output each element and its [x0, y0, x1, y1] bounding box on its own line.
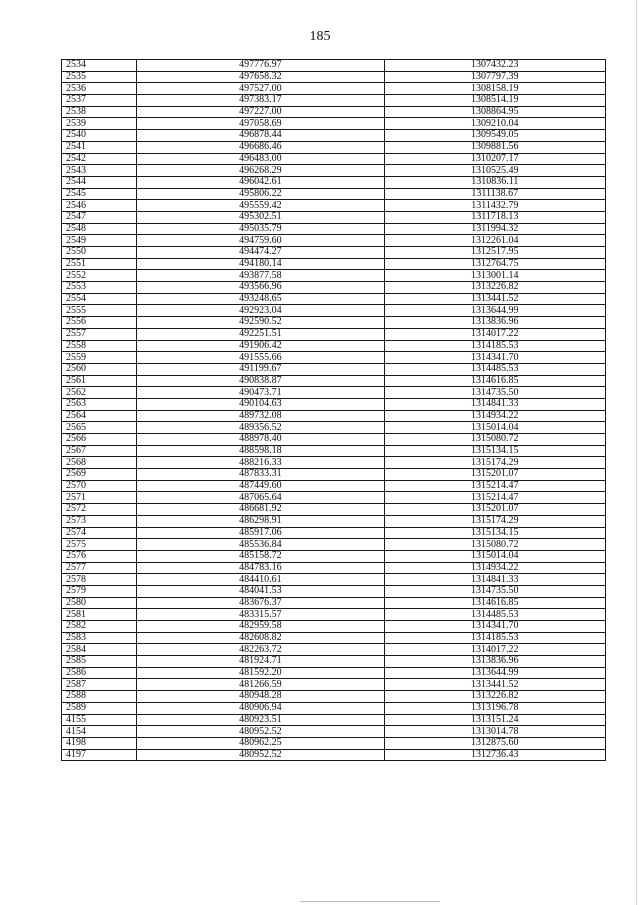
coordinate-x-cell: 487065.64: [137, 492, 384, 504]
scan-edge-line: [636, 0, 637, 905]
coordinate-y-cell: 1308514.19: [384, 95, 605, 107]
coordinate-x-cell: 496268.29: [137, 165, 384, 177]
coordinate-y-cell: 1313836.96: [384, 317, 605, 329]
coordinate-x-cell: 490473.71: [137, 387, 384, 399]
point-number-cell: 2566: [62, 434, 137, 446]
table-row: [62, 258, 606, 270]
coordinates-table: [61, 59, 606, 761]
coordinate-x-cell: 496878.44: [137, 130, 384, 142]
coordinate-y-cell: 1315014.04: [384, 422, 605, 434]
point-number-cell: 2540: [62, 130, 137, 142]
coordinate-y-cell: 1314341.70: [384, 352, 605, 364]
point-number-cell: 4197: [62, 749, 137, 761]
coordinate-y-cell: 1314485.53: [384, 609, 605, 621]
coordinate-y-cell: 1314735.50: [384, 585, 605, 597]
coordinate-y-cell: 1315134.15: [384, 445, 605, 457]
table-row: [62, 363, 606, 375]
table-row: [62, 352, 606, 364]
coordinate-y-cell: 1315214.47: [384, 480, 605, 492]
coordinate-y-cell: 1308864.95: [384, 106, 605, 118]
table-row: [62, 457, 606, 469]
coordinate-x-cell: 484410.61: [137, 574, 384, 586]
table-row: [62, 714, 606, 726]
table-row: [62, 60, 606, 72]
point-number-cell: 2576: [62, 550, 137, 562]
coordinate-y-cell: 1311718.13: [384, 211, 605, 223]
point-number-cell: 2534: [62, 60, 137, 72]
table-row: [62, 702, 606, 714]
coordinate-y-cell: 1314616.85: [384, 597, 605, 609]
coordinate-y-cell: 1313001.14: [384, 270, 605, 282]
table-row: [62, 585, 606, 597]
coordinate-y-cell: 1315214.47: [384, 492, 605, 504]
coordinate-y-cell: 1309881.56: [384, 141, 605, 153]
coordinate-x-cell: 496042.61: [137, 176, 384, 188]
point-number-cell: 2560: [62, 363, 137, 375]
coordinate-x-cell: 497776.97: [137, 60, 384, 72]
coordinate-x-cell: 480962.25: [137, 737, 384, 749]
coordinate-y-cell: 1312736.43: [384, 749, 605, 761]
point-number-cell: 2561: [62, 375, 137, 387]
coordinate-x-cell: 483315.57: [137, 609, 384, 621]
coordinate-y-cell: 1315201.07: [384, 469, 605, 481]
coordinate-y-cell: 1313644.99: [384, 667, 605, 679]
coordinate-y-cell: 1315134.15: [384, 527, 605, 539]
coordinate-y-cell: 1314341.70: [384, 621, 605, 633]
coordinate-y-cell: 1314017.22: [384, 644, 605, 656]
point-number-cell: 4198: [62, 737, 137, 749]
point-number-cell: 2555: [62, 305, 137, 317]
point-number-cell: 2570: [62, 480, 137, 492]
coordinate-y-cell: 1315174.29: [384, 457, 605, 469]
coordinate-y-cell: 1314934.22: [384, 410, 605, 422]
point-number-cell: 2549: [62, 235, 137, 247]
table-row: [62, 317, 606, 329]
point-number-cell: 2538: [62, 106, 137, 118]
coordinate-y-cell: 1314934.22: [384, 562, 605, 574]
coordinate-y-cell: 1315080.72: [384, 434, 605, 446]
coordinate-y-cell: 1311432.79: [384, 200, 605, 212]
point-number-cell: 2535: [62, 71, 137, 83]
coordinate-x-cell: 481924.71: [137, 656, 384, 668]
table-row: [62, 95, 606, 107]
point-number-cell: 2568: [62, 457, 137, 469]
coordinate-y-cell: 1310525.49: [384, 165, 605, 177]
coordinate-y-cell: 1313226.82: [384, 282, 605, 294]
coordinate-y-cell: 1315014.04: [384, 550, 605, 562]
coordinate-y-cell: 1314616.85: [384, 375, 605, 387]
coordinate-x-cell: 495035.79: [137, 223, 384, 235]
coordinate-x-cell: 488216.33: [137, 457, 384, 469]
coordinate-x-cell: 491555.66: [137, 352, 384, 364]
point-number-cell: 2546: [62, 200, 137, 212]
point-number-cell: 2547: [62, 211, 137, 223]
point-number-cell: 2548: [62, 223, 137, 235]
coordinate-y-cell: 1314017.22: [384, 328, 605, 340]
coordinate-x-cell: 497527.00: [137, 83, 384, 95]
point-number-cell: 2584: [62, 644, 137, 656]
point-number-cell: 2569: [62, 469, 137, 481]
coordinate-y-cell: 1313226.82: [384, 691, 605, 703]
coordinate-x-cell: 485536.84: [137, 539, 384, 551]
coordinate-x-cell: 484783.16: [137, 562, 384, 574]
point-number-cell: 2556: [62, 317, 137, 329]
point-number-cell: 2587: [62, 679, 137, 691]
coordinate-x-cell: 496483.00: [137, 153, 384, 165]
point-number-cell: 2542: [62, 153, 137, 165]
table-row: [62, 515, 606, 527]
table-row: [62, 609, 606, 621]
coordinate-x-cell: 490104.63: [137, 398, 384, 410]
coordinate-x-cell: 487833.31: [137, 469, 384, 481]
table-row: [62, 574, 606, 586]
coordinate-x-cell: 497383.17: [137, 95, 384, 107]
coordinate-y-cell: 1307797.39: [384, 71, 605, 83]
coordinate-x-cell: 480948.28: [137, 691, 384, 703]
coordinate-x-cell: 487449.60: [137, 480, 384, 492]
coordinate-y-cell: 1313836.96: [384, 656, 605, 668]
table-row: [62, 597, 606, 609]
coordinate-x-cell: 488598.18: [137, 445, 384, 457]
coordinate-x-cell: 493566.96: [137, 282, 384, 294]
point-number-cell: 2554: [62, 293, 137, 305]
coordinate-y-cell: 1312764.75: [384, 258, 605, 270]
point-number-cell: 2578: [62, 574, 137, 586]
point-number-cell: 2565: [62, 422, 137, 434]
coordinate-y-cell: 1313441.52: [384, 679, 605, 691]
point-number-cell: 2583: [62, 632, 137, 644]
table-row: [62, 726, 606, 738]
table-row: [62, 632, 606, 644]
coordinate-y-cell: 1307432.23: [384, 60, 605, 72]
table-row: [62, 83, 606, 95]
scan-bottom-mark: [300, 901, 440, 902]
coordinate-x-cell: 485917.06: [137, 527, 384, 539]
coordinate-y-cell: 1313441.52: [384, 293, 605, 305]
coordinate-x-cell: 494474.27: [137, 247, 384, 259]
coordinate-x-cell: 489732.08: [137, 410, 384, 422]
table-row: [62, 223, 606, 235]
point-number-cell: 2550: [62, 247, 137, 259]
table-row: [62, 656, 606, 668]
table-row: [62, 247, 606, 259]
table-row: [62, 679, 606, 691]
coordinate-x-cell: 492251.51: [137, 328, 384, 340]
point-number-cell: 2588: [62, 691, 137, 703]
point-number-cell: 2536: [62, 83, 137, 95]
coordinate-x-cell: 491199.67: [137, 363, 384, 375]
point-number-cell: 2573: [62, 515, 137, 527]
coordinate-x-cell: 494180.14: [137, 258, 384, 270]
coordinate-x-cell: 497058.69: [137, 118, 384, 130]
table-row: [62, 539, 606, 551]
point-number-cell: 2589: [62, 702, 137, 714]
coordinate-x-cell: 490838.87: [137, 375, 384, 387]
point-number-cell: 2557: [62, 328, 137, 340]
coordinate-y-cell: 1312517.95: [384, 247, 605, 259]
coordinate-x-cell: 480952.52: [137, 749, 384, 761]
point-number-cell: 2537: [62, 95, 137, 107]
point-number-cell: 2581: [62, 609, 137, 621]
coordinate-x-cell: 481592.20: [137, 667, 384, 679]
coordinate-y-cell: 1310207.17: [384, 153, 605, 165]
coordinate-x-cell: 489356.52: [137, 422, 384, 434]
coordinate-y-cell: 1308158.19: [384, 83, 605, 95]
point-number-cell: 2579: [62, 585, 137, 597]
table-row: [62, 527, 606, 539]
coordinate-x-cell: 486298.91: [137, 515, 384, 527]
coordinate-x-cell: 494759.60: [137, 235, 384, 247]
coordinate-y-cell: 1314485.53: [384, 363, 605, 375]
coordinate-x-cell: 492923.04: [137, 305, 384, 317]
point-number-cell: 2558: [62, 340, 137, 352]
point-number-cell: 2577: [62, 562, 137, 574]
coordinate-x-cell: 482608.82: [137, 632, 384, 644]
point-number-cell: 2572: [62, 504, 137, 516]
table-row: [62, 469, 606, 481]
coordinate-y-cell: 1311994.32: [384, 223, 605, 235]
point-number-cell: 2544: [62, 176, 137, 188]
point-number-cell: 2585: [62, 656, 137, 668]
coordinate-x-cell: 493877.58: [137, 270, 384, 282]
coordinate-y-cell: 1314185.53: [384, 340, 605, 352]
table-row: [62, 71, 606, 83]
point-number-cell: 4155: [62, 714, 137, 726]
point-number-cell: 2552: [62, 270, 137, 282]
table-row: [62, 621, 606, 633]
point-number-cell: 2559: [62, 352, 137, 364]
coordinate-x-cell: 492590.52: [137, 317, 384, 329]
coordinate-x-cell: 480906.94: [137, 702, 384, 714]
coordinate-x-cell: 495559.42: [137, 200, 384, 212]
coordinate-y-cell: 1314841.33: [384, 574, 605, 586]
coordinate-x-cell: 497227.00: [137, 106, 384, 118]
coordinate-y-cell: 1309549.05: [384, 130, 605, 142]
point-number-cell: 2543: [62, 165, 137, 177]
coordinate-x-cell: 481266.59: [137, 679, 384, 691]
coordinate-y-cell: 1312875.60: [384, 737, 605, 749]
table-row: [62, 176, 606, 188]
table-row: [62, 165, 606, 177]
table-row: [62, 504, 606, 516]
table-row: [62, 691, 606, 703]
table-row: [62, 130, 606, 142]
table-row: [62, 434, 606, 446]
table-row: [62, 282, 606, 294]
table-row: [62, 749, 606, 761]
point-number-cell: 2553: [62, 282, 137, 294]
point-number-cell: 2562: [62, 387, 137, 399]
coordinate-y-cell: 1313014.78: [384, 726, 605, 738]
page-number: 185: [309, 29, 331, 44]
table-row: [62, 480, 606, 492]
coordinate-y-cell: 1312261.04: [384, 235, 605, 247]
table-row: [62, 398, 606, 410]
point-number-cell: 2567: [62, 445, 137, 457]
table-row: [62, 153, 606, 165]
coordinate-y-cell: 1314841.33: [384, 398, 605, 410]
coordinate-x-cell: 483676.37: [137, 597, 384, 609]
coordinate-x-cell: 485158.72: [137, 550, 384, 562]
coordinate-x-cell: 495806.22: [137, 188, 384, 200]
point-number-cell: 4154: [62, 726, 137, 738]
coordinate-x-cell: 497658.32: [137, 71, 384, 83]
table-row: [62, 328, 606, 340]
table-row: [62, 550, 606, 562]
point-number-cell: 2575: [62, 539, 137, 551]
coordinate-y-cell: 1314185.53: [384, 632, 605, 644]
table-row: [62, 737, 606, 749]
coordinate-y-cell: 1310836.11: [384, 176, 605, 188]
table-row: [62, 141, 606, 153]
point-number-cell: 2545: [62, 188, 137, 200]
point-number-cell: 2564: [62, 410, 137, 422]
coordinate-y-cell: 1315080.72: [384, 539, 605, 551]
coordinate-x-cell: 488978.40: [137, 434, 384, 446]
point-number-cell: 2539: [62, 118, 137, 130]
coordinate-x-cell: 480952.52: [137, 726, 384, 738]
coordinates-table-body: [62, 60, 606, 761]
point-number-cell: 2586: [62, 667, 137, 679]
table-row: [62, 340, 606, 352]
table-row: [62, 375, 606, 387]
table-row: [62, 492, 606, 504]
point-number-cell: 2582: [62, 621, 137, 633]
coordinate-x-cell: 482263.72: [137, 644, 384, 656]
point-number-cell: 2580: [62, 597, 137, 609]
point-number-cell: 2541: [62, 141, 137, 153]
table-row: [62, 562, 606, 574]
table-row: [62, 270, 606, 282]
table-row: [62, 235, 606, 247]
table-row: [62, 106, 606, 118]
coordinate-y-cell: 1313644.99: [384, 305, 605, 317]
coordinate-y-cell: 1313196.78: [384, 702, 605, 714]
coordinate-x-cell: 496686.46: [137, 141, 384, 153]
coordinate-y-cell: 1313151.24: [384, 714, 605, 726]
coordinate-y-cell: 1314735.50: [384, 387, 605, 399]
table-row: [62, 211, 606, 223]
table-row: [62, 305, 606, 317]
table-row: [62, 293, 606, 305]
coordinate-y-cell: 1315174.29: [384, 515, 605, 527]
coordinate-x-cell: 491906.42: [137, 340, 384, 352]
table-row: [62, 188, 606, 200]
point-number-cell: 2574: [62, 527, 137, 539]
coordinate-x-cell: 495302.51: [137, 211, 384, 223]
point-number-cell: 2551: [62, 258, 137, 270]
table-row: [62, 445, 606, 457]
point-number-cell: 2571: [62, 492, 137, 504]
point-number-cell: 2563: [62, 398, 137, 410]
table-row: [62, 410, 606, 422]
table-row: [62, 422, 606, 434]
table-row: [62, 387, 606, 399]
coordinate-y-cell: 1311138.67: [384, 188, 605, 200]
coordinate-x-cell: 482959.58: [137, 621, 384, 633]
coordinate-x-cell: 480923.51: [137, 714, 384, 726]
table-row: [62, 200, 606, 212]
table-row: [62, 644, 606, 656]
coordinate-x-cell: 484041.53: [137, 585, 384, 597]
table-row: [62, 667, 606, 679]
coordinate-y-cell: 1309210.04: [384, 118, 605, 130]
coordinate-y-cell: 1315201.07: [384, 504, 605, 516]
coordinate-x-cell: 493248.65: [137, 293, 384, 305]
table-row: [62, 118, 606, 130]
coordinate-x-cell: 486681.92: [137, 504, 384, 516]
